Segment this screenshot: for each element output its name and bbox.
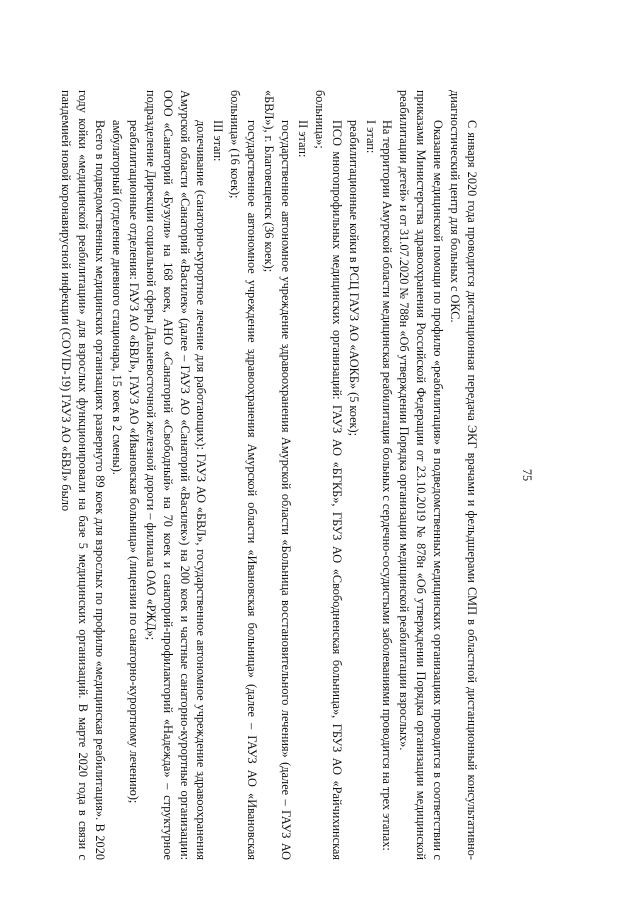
stage-three-heading: III этап: bbox=[211, 120, 226, 162]
stage-two-heading: II этап: bbox=[295, 120, 310, 158]
rotated-text-block bbox=[59, 90, 535, 860]
list-item: реабилитационные койки в РСЦ ГАУЗ АО «АОКБ» (5 коек); bbox=[346, 120, 361, 437]
list-item: долечивание (санаторно-курортное лечение для работающих): ГАУЗ АО «БВЛ», государственное автономное учреждение здравоохранения Амурской области «Санаторий «Василек» (далее – ГАУЗ АО «Санаторий «Василек») на 200 коек и частные санаторно-курортные организации: ООО «Санаторий «Бузули» на 168 коек, АНО «Санаторий «Свободный» на 70 коек и санаторий-профилакторий «Надежда» – структурное подразделение Дирекции социальной сферы Дальневосточной железной дороги – филиала ОАО «РЖД»; bbox=[143, 90, 209, 860]
paragraph-rehabilitation-orders: Оказание медицинской помощи по профилю «реабилитация» в подведомственных медицинских организациях проводится в соответствии с приказами Министерства здравоохранения Российской Федерации от 23.10.2019 № 878н «Об утверждении Порядка организации медицинской реабилитации детей» и от 31.07.2020 № 788н «Об утверждении Порядка организации медицинской реабилитации взрослых». bbox=[397, 90, 446, 860]
paragraph-three-stages: На территории Амурской области медицинская реабилитация больных с сердечно-сосудистыми заболеваниями проводится на трех этапах: bbox=[380, 120, 395, 851]
list-item: амбулаторный (отделение дневного стационара, 15 коек в 2 смены). bbox=[109, 120, 124, 475]
stage-one-heading: I этап: bbox=[363, 120, 378, 154]
list-item: государственное автономное учреждение здравоохранения Амурской области «Ивановская больница» (далее – ГАУЗ АО «Ивановская больница» (16 коек); bbox=[228, 90, 260, 860]
list-item: государственное автономное учреждение здравоохранения Амурской области «Больница восстановительного лечения» (далее – ГАУЗ АО «БВЛ»), г. Благовещенск (36 коек); bbox=[262, 90, 294, 860]
page-number: 75 bbox=[520, 468, 534, 482]
list-item: реабилитационные отделения: ГАУЗ АО «БВЛ», ГАУЗ АО «Ивановская больница» (лицензии по санаторно-курортному лечению); bbox=[126, 120, 141, 804]
paragraph-ecg-transmission: С января 2020 года проводится дистанционная передача ЭКГ врачами и фельдшерами СМП в областной дистанционный консультативно- диагностический центр для больных с ОКС. bbox=[448, 90, 479, 860]
paragraph-bed-count: Всего в подведомственных медицинских организациях развернуто 89 коек для взрослых по профилю «медицинская реабилитация». В 2020 году койки «медицинской реабилитации» для взрослых функционировали на базе 5 медицинских организаций. В марте 2020 года в связи с пандемией новой коронавирусной инфекции (COVID-19) ГАУЗ АО «БВЛ» было bbox=[59, 90, 108, 860]
list-item: ПСО многопрофильных медицинских организаций: ГАУЗ АО «БГКБ», ГБУЗ АО «Свободненская больница», ГБУЗ АО «Райчихинская больница»; bbox=[312, 90, 344, 860]
